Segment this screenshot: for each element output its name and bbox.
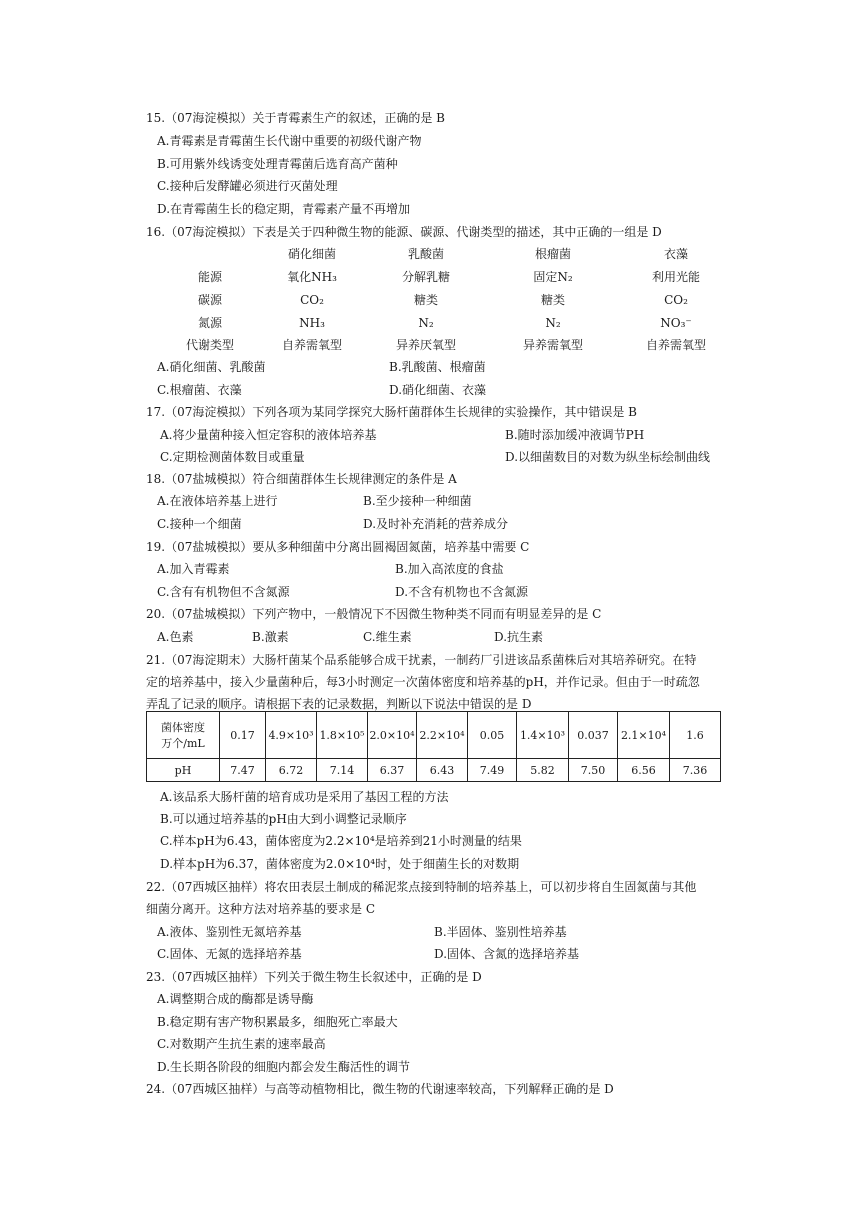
q21-density-cell: 1.8×10⁵ [317,712,368,759]
q15-option-c: C.接种后发酵罐必须进行灭菌处理 [157,179,338,193]
q21-density-cell: 1.6 [670,712,721,759]
q21-density-cell: 1.4×10³ [517,712,569,759]
q16-cell: 糖类 [413,293,438,307]
q23-option-a: A.调整期合成的酶都是诱导酶 [157,992,314,1006]
q21-density-cell: 0.17 [220,712,266,759]
q22-option-d: D.固体、含氮的选择培养基 [434,947,580,961]
q15-option-a: A.青霉素是青霉菌生长代谢中重要的初级代谢产物 [157,134,422,148]
q21-option-c: C.样本pH为6.43，菌体密度为2.2×10⁴是培养到21小时测量的结果 [160,834,522,848]
q21-density-cell: 0.037 [569,712,618,759]
q19-option-d: D.不含有机物也不含氮源 [395,585,529,599]
q21-density-cell: 2.2×10⁴ [417,712,468,759]
q16-row-label: 碳源 [197,293,222,307]
q22-stem-line-1: 22.（07西城区抽样）将农田表层土制成的稀泥浆点接到特制的培养基上，可以初步将自生固氮菌与其他 [146,880,697,894]
q18-option-b: B.至少接种一种细菌 [363,494,472,508]
q21-option-a: A.该品系大肠杆菌的培育成功是采用了基因工程的方法 [160,790,449,804]
q19-option-a: A.加入青霉素 [157,562,230,576]
q21-density-cell: 0.05 [468,712,517,759]
q17-option-a: A.将少量菌种接入恒定容积的液体培养基 [160,428,377,442]
q22-stem-line-2: 细菌分离开。这种方法对培养基的要求是 C [146,902,375,916]
q22-option-a: A.液体、鉴别性无氮培养基 [157,925,302,939]
q16-row-label: 能源 [197,270,222,284]
q16-option-c: C.根瘤菌、衣藻 [157,383,242,397]
q16-header: 乳酸菌 [407,247,444,261]
q21-density-label-line: 菌体密度 [161,721,205,734]
q21-ph-cell: 5.82 [517,759,569,782]
q16-cell: 自养需氧型 [281,338,342,352]
q17-stem: 17.（07海淀模拟）下列各项为某同学探究大肠杆菌群体生长规律的实验操作，其中错误是 B [146,405,637,419]
q21-option-b: B.可以通过培养基的pH由大到小调整记录顺序 [160,812,407,826]
q16-cell: 利用光能 [651,270,700,284]
q22-option-c: C.固体、无氮的选择培养基 [157,947,302,961]
q16-cell: CO₂ [300,293,324,307]
q16-cell: 异养需氧型 [522,338,583,352]
q19-option-b: B.加入高浓度的食盐 [395,562,504,576]
q20-option-b: B.激素 [252,630,289,644]
q21-stem-line-1: 21.（07海淀期末）大肠杆菌某个品系能够合成干扰素，一制药厂引进该品系菌株后对其培养研究。在特 [146,653,697,667]
q18-stem: 18.（07盐城模拟）符合细菌群体生长规律测定的条件是 A [146,472,457,486]
q20-option-a: A.色素 [157,630,194,644]
q21-ph-cell: 7.47 [220,759,266,782]
q23-option-b: B.稳定期有害产物积累最多，细胞死亡率最大 [157,1015,398,1029]
q21-ph-cell: 7.14 [317,759,368,782]
q21-density-label [147,712,220,759]
q16-cell: 糖类 [540,293,565,307]
q18-option-c: C.接种一个细菌 [157,517,242,531]
q21-record-table [146,711,721,782]
q16-cell: N₂ [545,316,561,330]
q16-header: 硝化细菌 [287,247,336,261]
q16-option-d: D.硝化细菌、衣藻 [389,383,487,397]
q21-stem-line-2: 定的培养基中，接入少量菌种后，每3小时测定一次菌体密度和培养基的pH，并作记录。但由于一时疏忽 [146,675,700,689]
q16-cell: 自养需氧型 [645,338,706,352]
q15-option-b: B.可用紫外线诱变处理青霉菌后选育高产菌种 [157,157,398,171]
q16-cell: 固定N₂ [533,270,573,284]
q21-ph-label: pH [147,759,220,782]
q16-cell: CO₂ [664,293,688,307]
q21-option-d: D.样本pH为6.37，菌体密度为2.0×10⁴时，处于细菌生长的对数期 [160,857,520,871]
q22-option-b: B.半固体、鉴别性培养基 [434,925,567,939]
q16-cell: NH₃ [299,316,325,330]
q16-cell: 异养厌氧型 [395,338,456,352]
q16-cell: 氧化NH₃ [287,270,337,284]
q17-option-b: B.随时添加缓冲液调节PH [505,428,645,442]
q16-cell: N₂ [418,316,434,330]
q16-header: 衣藻 [663,247,688,261]
q16-row-label: 代谢类型 [185,338,234,352]
q20-stem: 20.（07盐城模拟）下列产物中，一般情况下不因微生物种类不同而有明显差异的是 C [146,607,602,621]
q16-stem: 16.（07海淀模拟）下表是关于四种微生物的能源、碳源、代谢类型的描述，其中正确的一组是 D [146,225,662,239]
q16-row-label: 氮源 [197,316,222,330]
q16-option-b: B.乳酸菌、根瘤菌 [389,360,486,374]
q21-ph-cell: 6.56 [618,759,670,782]
q17-option-d: D.以细菌数目的对数为纵坐标绘制曲线 [505,450,711,464]
q23-option-d: D.生长期各阶段的细胞内都会发生酶活性的调节 [157,1060,411,1074]
q18-option-a: A.在液体培养基上进行 [157,494,278,508]
q23-option-c: C.对数期产生抗生素的速率最高 [157,1037,326,1051]
q21-ph-cell: 6.72 [266,759,317,782]
q21-density-cell: 4.9×10³ [266,712,317,759]
q21-density-cell: 2.1×10⁴ [618,712,670,759]
q23-stem: 23.（07西城区抽样）下列关于微生物生长叙述中，正确的是 D [146,970,482,984]
q17-option-c: C.定期检测菌体数目或重量 [160,450,305,464]
q21-ph-cell: 6.43 [417,759,468,782]
q15-stem: 15.（07海淀模拟）关于青霉素生产的叙述，正确的是 B [146,111,445,125]
q21-ph-cell: 7.50 [569,759,618,782]
q21-ph-cell: 7.36 [670,759,721,782]
q20-option-d: D.抗生素 [494,630,544,644]
q16-cell: NO₃⁻ [660,316,692,330]
q21-ph-cell: 7.49 [468,759,517,782]
q20-option-c: C.维生素 [363,630,412,644]
q16-option-a: A.硝化细菌、乳酸菌 [157,360,266,374]
q21-density-label-line: 万个/mL [161,737,205,750]
q18-option-d: D.及时补充消耗的营养成分 [363,517,509,531]
q24-stem: 24.（07西城区抽样）与高等动植物相比，微生物的代谢速率较高，下列解释正确的是 D [146,1082,614,1096]
q15-option-d: D.在青霉菌生长的稳定期，青霉素产量不再增加 [157,202,411,216]
q16-header: 根瘤菌 [534,247,571,261]
q21-density-cell: 2.0×10⁴ [368,712,417,759]
q21-ph-cell: 6.37 [368,759,417,782]
q16-cell: 分解乳糖 [401,270,450,284]
q19-stem: 19.（07盐城模拟）要从多种细菌中分离出圆褐固氮菌，培养基中需要 C [146,540,530,554]
q21-stem-line-3: 弄乱了记录的顺序。请根据下表的记录数据，判断以下说法中错误的是 D [146,697,532,711]
q19-option-c: C.含有有机物但不含氮源 [157,585,290,599]
